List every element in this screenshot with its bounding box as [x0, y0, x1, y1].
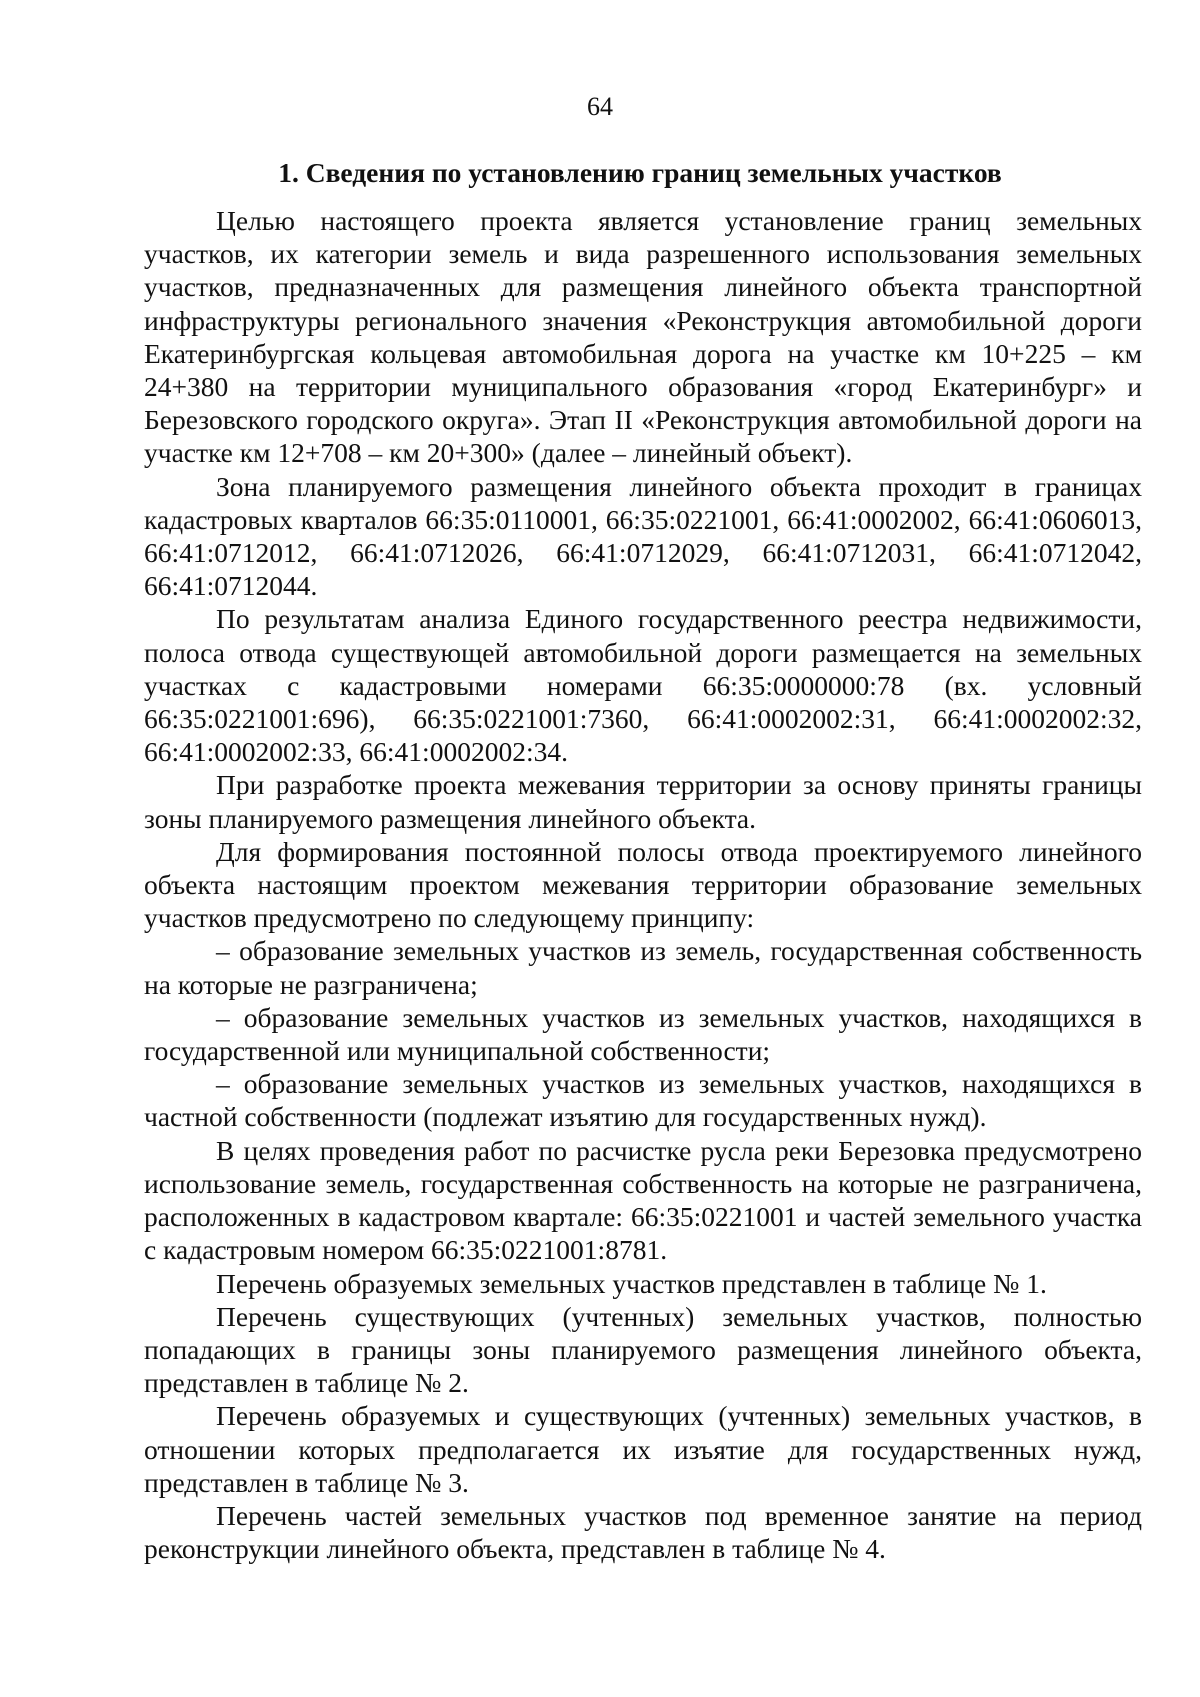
page-number: 64 — [587, 92, 613, 121]
paragraph-table-1-ref: Перечень образуемых земельных участков представлен в таблице № 1. — [216, 1267, 1047, 1299]
paragraph-purpose: Целью настоящего проекта является установление границ земельных участков, их категории земель и вида разрешенного использования земельных участков, предназначенных для размещения линейного объекта транспортной инфраструктуры регионального значения «Реконструкция автомобильной дороги Екатеринбургская кольцевая автомобильная дорога на участке км 10+225 – км 24+380 на территории муниципального образования «город Екатеринбург» и Березовского городского округа». Этап II «Реконструкция автомобильной дороги на участке км 12+708 – км 20+300» (далее – линейный объект). — [144, 205, 1142, 469]
paragraph-table-2-ref: Перечень существующих (учтенных) земельных участков, полностью попадающих в границы зоны планируемого размещения линейного объекта, представлен в таблице № 2. — [144, 1300, 1142, 1399]
section-heading: 1. Сведения по установлению границ земельных участков — [278, 157, 1002, 188]
list-item: – образование земельных участков из земельных участков, находящихся в частной собственности (подлежат изъятию для государственных нужд). — [144, 1068, 1142, 1133]
paragraph-registry-analysis: По результатам анализа Единого государственного реестра недвижимости, полоса отвода существующей автомобильной дороги размещается на земельных участках с кадастровыми номерами 66:35:0000000:78 (вх. условный 66:35:0221001:696), 66:35:0221001:7360, 66:41:0002002:31, 66:41:0002002:32, 66:41:0002002:33, 66:41:0002002:34. — [144, 603, 1142, 768]
paragraph-table-4-ref: Перечень частей земельных участков под временное занятие на период реконструкции линейного объекта, представлен в таблице № 4. — [144, 1499, 1142, 1565]
paragraph-table-3-ref: Перечень образуемых и существующих (учтенных) земельных участков, в отношении которых предполагается их изъятие для государственных нужд, представлен в таблице № 3. — [144, 1400, 1142, 1498]
list-item: – образование земельных участков из земельных участков, находящихся в государственной или муниципальной собственности; — [144, 1001, 1142, 1067]
paragraph-basis: При разработке проекта межевания территории за основу приняты границы зоны планируемого размещения линейного объекта. — [144, 769, 1142, 834]
document-body — [144, 204, 1142, 1565]
paragraph-river-clearing: В целях проведения работ по расчистке русла реки Березовка предусмотрено использование земель, государственная собственность на которые не разграничена, расположенных в кадастровом квартале: 66:35:0221001 и частей земельного участка с кадастровым номером 66:35:0221001:8781. — [144, 1134, 1142, 1266]
list-item: – образование земельных участков из земель, государственная собственность на которые не разграничена; — [144, 935, 1142, 1000]
paragraph-formation-principle: Для формирования постоянной полосы отвода проектируемого линейного объекта настоящим проектом межевания территории образование земельных участков предусмотрено по следующему принципу: — [144, 835, 1142, 934]
paragraph-zone-quarters: Зона планируемого размещения линейного объекта проходит в границах кадастровых кварталов 66:35:0110001, 66:35:0221001, 66:41:0002002, 66:41:0606013, 66:41:0712012, 66:41:0712026, 66:41:0712029, 66:41:0712031, 66:41:0712042, 66:41:0712044. — [144, 470, 1142, 602]
